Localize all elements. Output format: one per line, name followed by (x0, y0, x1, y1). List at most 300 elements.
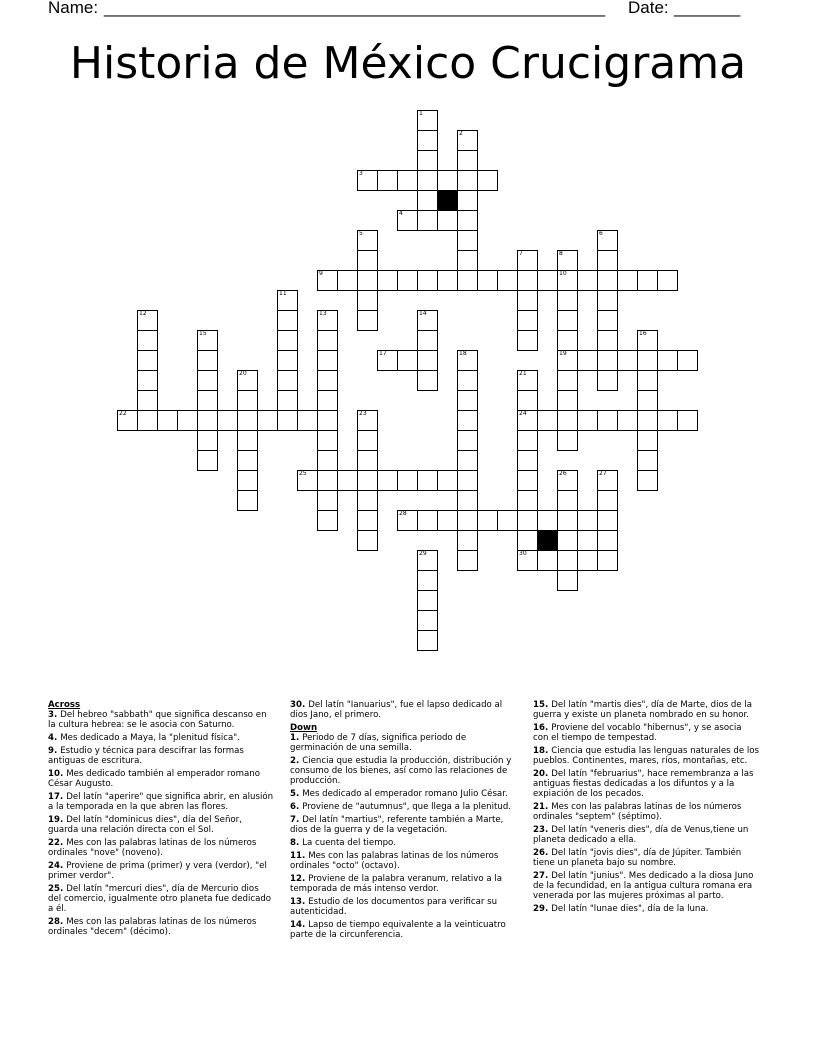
grid-cell[interactable] (457, 130, 478, 151)
across-clue (48, 710, 274, 730)
grid-cell[interactable] (657, 350, 678, 371)
grid-cell[interactable] (237, 410, 258, 431)
cell-number: 13 (319, 310, 327, 317)
grid-cell[interactable] (477, 510, 498, 531)
clue-number: 15. (533, 700, 549, 710)
grid-cell[interactable] (457, 550, 478, 571)
clue-text: Mes con las palabras latinas de los números ordinales "septem" (séptimo). (533, 802, 742, 822)
grid-cell[interactable] (317, 470, 338, 491)
grid-cell[interactable] (417, 570, 438, 591)
grid-cell[interactable] (497, 510, 518, 531)
grid-cell[interactable] (517, 290, 538, 311)
cell-number: 27 (599, 470, 607, 477)
grid-cell[interactable] (577, 550, 598, 571)
grid-cell[interactable] (557, 390, 578, 411)
grid-cell[interactable] (417, 630, 438, 651)
clue-text: Del latín "jovis dies", día de Júpiter. También tiene un planeta bajo su nombre. (533, 848, 742, 868)
clue-text: Del hebreo "sabbath" que significa descanso en la cultura hebrea: se le asocia con Saturno. (48, 710, 267, 730)
grid-cell[interactable] (457, 250, 478, 271)
across-clue (48, 746, 274, 766)
clue-number: 5. (290, 789, 300, 799)
grid-cell[interactable] (557, 370, 578, 391)
across-clue-list (48, 710, 274, 937)
cell-number: 9 (319, 270, 323, 277)
grid-cell[interactable] (517, 530, 538, 551)
grid-cell[interactable] (357, 230, 378, 251)
grid-cell[interactable] (497, 270, 518, 291)
grid-cell[interactable] (197, 410, 218, 431)
grid-cell[interactable] (417, 190, 438, 211)
grid-cell[interactable] (157, 410, 178, 431)
grid-cell[interactable] (377, 270, 398, 291)
grid-cell[interactable] (597, 270, 618, 291)
cell-number: 24 (519, 410, 527, 417)
grid-cell[interactable] (357, 290, 378, 311)
grid-cell[interactable] (197, 350, 218, 371)
clue-text: Del latín "martis dies", día de Marte, dios de la guerra y existe un planeta nombrado en su honor. (533, 700, 753, 720)
grid-cell[interactable] (277, 410, 298, 431)
grid-cell[interactable] (417, 170, 438, 191)
grid-cell[interactable] (277, 290, 298, 311)
grid-cell[interactable] (457, 430, 478, 451)
grid-cell[interactable] (537, 550, 558, 571)
grid-cell[interactable] (577, 410, 598, 431)
grid-cell[interactable] (517, 510, 538, 531)
grid-cell[interactable] (297, 410, 318, 431)
grid-cell[interactable] (177, 410, 198, 431)
grid-cell[interactable] (517, 270, 538, 291)
grid-cell[interactable] (417, 110, 438, 131)
grid-cell[interactable] (557, 250, 578, 271)
grid-cell[interactable] (137, 370, 158, 391)
grid-cell[interactable] (317, 410, 338, 431)
grid-cell[interactable] (557, 570, 578, 591)
grid-cell[interactable] (197, 430, 218, 451)
grid-cell[interactable] (457, 350, 478, 371)
clue-number: 18. (533, 746, 549, 756)
grid-cell[interactable] (557, 410, 578, 431)
grid-cell[interactable] (637, 450, 658, 471)
clue-number: 20. (533, 769, 549, 779)
grid-cell[interactable] (517, 330, 538, 351)
cell-number: 3 (359, 170, 363, 177)
grid-cell[interactable] (517, 390, 538, 411)
grid-cell[interactable] (297, 470, 318, 491)
clue-number: 19. (48, 815, 64, 825)
grid-cell[interactable] (417, 590, 438, 611)
clue-number: 11. (290, 851, 306, 861)
grid-cell[interactable] (597, 370, 618, 391)
grid-cell[interactable] (437, 510, 458, 531)
grid-cell[interactable] (417, 550, 438, 571)
grid-cell[interactable] (517, 310, 538, 331)
cell-number: 10 (559, 270, 567, 277)
grid-cell[interactable] (397, 470, 418, 491)
grid-cell[interactable] (557, 530, 578, 551)
cell-number: 21 (519, 370, 527, 377)
clue-text: Mes dedicado también al emperador romano César Augusto. (48, 769, 260, 789)
across-clue (48, 917, 274, 937)
down-clue (290, 874, 516, 894)
cell-number: 19 (559, 350, 567, 357)
grid-cell[interactable] (237, 490, 258, 511)
cell-number: 22 (119, 410, 127, 417)
grid-cell[interactable] (457, 210, 478, 231)
grid-cell[interactable] (457, 370, 478, 391)
grid-cell[interactable] (517, 450, 538, 471)
grid-cell[interactable] (617, 270, 638, 291)
grid-cell[interactable] (377, 170, 398, 191)
blocked-cell (437, 190, 458, 211)
down-clue (290, 920, 516, 940)
grid-cell[interactable] (417, 310, 438, 331)
grid-cell[interactable] (357, 450, 378, 471)
grid-cell[interactable] (197, 370, 218, 391)
grid-cell[interactable] (317, 430, 338, 451)
clue-text: Mes dedicado a Maya, la "plenitud física". (60, 733, 240, 743)
grid-cell[interactable] (517, 430, 538, 451)
grid-cell[interactable] (357, 270, 378, 291)
grid-cell[interactable] (237, 430, 258, 451)
down-clue-list-continued (533, 700, 759, 914)
grid-cell[interactable] (537, 270, 558, 291)
cell-number: 20 (239, 370, 247, 377)
grid-cell[interactable] (357, 250, 378, 271)
grid-cell[interactable] (337, 470, 358, 491)
clue-number: 27. (533, 871, 549, 881)
grid-cell[interactable] (377, 350, 398, 371)
cell-number: 7 (519, 250, 523, 257)
clue-number: 22. (48, 838, 64, 848)
grid-cell[interactable] (137, 390, 158, 411)
grid-cell[interactable] (537, 510, 558, 531)
grid-cell[interactable] (437, 210, 458, 231)
down-clue (533, 802, 759, 822)
clue-text: La cuenta del tiempo. (302, 838, 396, 848)
grid-cell[interactable] (657, 410, 678, 431)
grid-cell[interactable] (437, 270, 458, 291)
date-field[interactable]: _______ (674, 0, 741, 17)
grid-cell[interactable] (597, 230, 618, 251)
grid-cell[interactable] (597, 250, 618, 271)
grid-cell[interactable] (457, 530, 478, 551)
clue-text: Estudio de los documentos para verificar su autenticidad. (290, 897, 498, 917)
grid-cell[interactable] (637, 430, 658, 451)
cell-number: 29 (419, 550, 427, 557)
clue-number: 9. (48, 746, 58, 756)
clue-text: Del latín "aperire" que significa abrir, en alusión a la temporada en la que abren las flores. (48, 792, 274, 812)
down-clue (533, 769, 759, 799)
grid-cell[interactable] (457, 490, 478, 511)
grid-cell[interactable] (357, 310, 378, 331)
grid-cell[interactable] (277, 310, 298, 331)
grid-cell[interactable] (357, 470, 378, 491)
cell-number: 25 (299, 470, 307, 477)
grid-cell[interactable] (277, 350, 298, 371)
grid-cell[interactable] (397, 350, 418, 371)
grid-cell[interactable] (617, 410, 638, 431)
name-label: Name: (48, 0, 99, 17)
clue-number: 7. (290, 815, 300, 825)
grid-cell[interactable] (457, 190, 478, 211)
clue-text: Mes dedicado al emperador romano Julio César. (302, 789, 508, 799)
clue-number: 28. (48, 917, 64, 927)
cell-number: 14 (419, 310, 427, 317)
cell-number: 12 (139, 310, 147, 317)
down-clue (290, 815, 516, 835)
grid-cell[interactable] (557, 550, 578, 571)
grid-cell[interactable] (397, 270, 418, 291)
grid-cell[interactable] (417, 350, 438, 371)
clue-text: Del latín "Ianuarius", fue el lapso dedicado al dios Jano, el primero. (290, 700, 503, 720)
grid-cell[interactable] (597, 510, 618, 531)
clue-number: 26. (533, 848, 549, 858)
grid-cell[interactable] (457, 230, 478, 251)
clue-number: 2. (290, 756, 300, 766)
grid-cell[interactable] (557, 270, 578, 291)
grid-cell[interactable] (357, 410, 378, 431)
grid-cell[interactable] (557, 490, 578, 511)
grid-cell[interactable] (457, 450, 478, 471)
grid-cell[interactable] (577, 350, 598, 371)
grid-cell[interactable] (517, 550, 538, 571)
cell-number: 8 (559, 250, 563, 257)
grid-cell[interactable] (317, 390, 338, 411)
grid-cell[interactable] (417, 610, 438, 631)
grid-cell[interactable] (417, 270, 438, 291)
grid-cell[interactable] (317, 370, 338, 391)
down-clue (533, 746, 759, 766)
grid-cell[interactable] (197, 390, 218, 411)
clue-number: 25. (48, 884, 64, 894)
down-clue (533, 904, 759, 914)
clue-number: 14. (290, 920, 306, 930)
clue-number: 30. (290, 700, 306, 710)
grid-cell[interactable] (597, 350, 618, 371)
down-clue (290, 802, 516, 812)
grid-cell[interactable] (397, 170, 418, 191)
grid-cell[interactable] (597, 490, 618, 511)
grid-cell[interactable] (277, 370, 298, 391)
grid-cell[interactable] (417, 150, 438, 171)
across-clue (48, 861, 274, 881)
grid-cell[interactable] (317, 490, 338, 511)
clue-text: Del latín "martius", referente también a Marte, dios de la guerra y de la vegetación. (290, 815, 504, 835)
clue-text: Del latín "dominicus dies", día del Señor, guarda una relación directa con el Sol. (48, 815, 242, 835)
clue-number: 16. (533, 723, 549, 733)
clue-text: Del latín "veneris dies", día de Venus,tiene un planeta dedicado a ella. (533, 825, 749, 845)
clue-text: Periodo de 7 días, significa periodo de germinación de una semilla. (290, 733, 467, 753)
clue-number: 17. (48, 792, 64, 802)
grid-cell[interactable] (217, 410, 238, 431)
grid-cell[interactable] (417, 210, 438, 231)
grid-cell[interactable] (417, 370, 438, 391)
name-field[interactable]: _____________________________________________________ (104, 0, 606, 17)
down-clue (533, 871, 759, 901)
across-heading: Across (48, 700, 81, 710)
clues-column-2 (290, 700, 516, 943)
clue-text: Del latín "mercuri dies", día de Mercurio dios del comercio, igualmente otro planeta fue dedicado a él. (48, 884, 272, 914)
grid-cell[interactable] (557, 510, 578, 531)
clue-number: 12. (290, 874, 306, 884)
cell-number: 23 (359, 410, 367, 417)
clue-text: Mes con las palabras latinas de los números ordinales "nove" (noveno). (48, 838, 257, 858)
across-clue (48, 815, 274, 835)
grid-cell[interactable] (317, 510, 338, 531)
grid-cell[interactable] (417, 330, 438, 351)
clue-text: Del latín "lunae dies", día de la luna. (551, 904, 709, 914)
grid-cell[interactable] (457, 410, 478, 431)
down-clue (290, 851, 516, 871)
cell-number: 30 (519, 550, 527, 557)
grid-cell[interactable] (137, 350, 158, 371)
grid-cell[interactable] (437, 170, 458, 191)
grid-cell[interactable] (597, 470, 618, 491)
grid-cell[interactable] (597, 290, 618, 311)
grid-cell[interactable] (517, 370, 538, 391)
cell-number: 17 (379, 350, 387, 357)
grid-cell[interactable] (457, 390, 478, 411)
grid-cell[interactable] (197, 450, 218, 471)
clue-number: 1. (290, 733, 300, 743)
grid-cell[interactable] (457, 270, 478, 291)
grid-cell[interactable] (317, 310, 338, 331)
across-clue (48, 838, 274, 858)
grid-cell[interactable] (197, 330, 218, 351)
grid-cell[interactable] (517, 470, 538, 491)
across-clue (48, 884, 274, 914)
grid-cell[interactable] (437, 470, 458, 491)
grid-cell[interactable] (517, 410, 538, 431)
cell-number: 5 (359, 230, 363, 237)
grid-cell[interactable] (597, 410, 618, 431)
grid-cell[interactable] (657, 270, 678, 291)
grid-cell[interactable] (557, 290, 578, 311)
clues-column-1 (48, 700, 274, 940)
across-clue (48, 733, 274, 743)
grid-cell[interactable] (277, 330, 298, 351)
grid-cell[interactable] (477, 270, 498, 291)
grid-cell[interactable] (357, 510, 378, 531)
grid-cell[interactable] (317, 270, 338, 291)
clue-number: 8. (290, 838, 300, 848)
grid-cell[interactable] (597, 310, 618, 331)
grid-cell[interactable] (637, 330, 658, 351)
cell-number: 26 (559, 470, 567, 477)
cell-number: 28 (399, 510, 407, 517)
grid-cell[interactable] (517, 490, 538, 511)
grid-cell[interactable] (637, 410, 658, 431)
grid-cell[interactable] (457, 150, 478, 171)
grid-cell[interactable] (637, 270, 658, 291)
grid-cell[interactable] (637, 350, 658, 371)
grid-cell[interactable] (637, 370, 658, 391)
across-clue-list-continued (290, 700, 516, 720)
grid-cell[interactable] (677, 350, 698, 371)
grid-cell[interactable] (237, 450, 258, 471)
grid-cell[interactable] (317, 350, 338, 371)
grid-cell[interactable] (377, 470, 398, 491)
clue-number: 21. (533, 802, 549, 812)
grid-cell[interactable] (317, 330, 338, 351)
clue-number: 6. (290, 802, 300, 812)
grid-cell[interactable] (257, 410, 278, 431)
clue-number: 10. (48, 769, 64, 779)
grid-cell[interactable] (357, 530, 378, 551)
cell-number: 15 (199, 330, 207, 337)
grid-cell[interactable] (357, 430, 378, 451)
grid-cell[interactable] (317, 450, 338, 471)
grid-cell[interactable] (557, 430, 578, 451)
grid-cell[interactable] (597, 550, 618, 571)
down-clue (290, 756, 516, 786)
down-clue (533, 848, 759, 868)
grid-cell[interactable] (457, 170, 478, 191)
grid-cell[interactable] (597, 530, 618, 551)
grid-cell[interactable] (237, 470, 258, 491)
grid-cell[interactable] (397, 510, 418, 531)
grid-cell[interactable] (557, 470, 578, 491)
grid-cell[interactable] (577, 270, 598, 291)
grid-cell[interactable] (417, 510, 438, 531)
clue-text: Ciencia que estudia la producción, distribución y consumo de los bienes, así como las relaciones de producción. (290, 756, 512, 786)
grid-cell[interactable] (557, 330, 578, 351)
grid-cell[interactable] (417, 470, 438, 491)
grid-cell[interactable] (417, 130, 438, 151)
clue-text: Proviene de la palabra veranum, relativo a la temporada de más intenso verdor. (290, 874, 502, 894)
grid-cell[interactable] (637, 390, 658, 411)
across-clue (48, 769, 274, 789)
grid-cell[interactable] (457, 470, 478, 491)
grid-cell[interactable] (277, 390, 298, 411)
date-label: Date: (628, 0, 669, 17)
grid-cell[interactable] (677, 410, 698, 431)
grid-cell[interactable] (137, 310, 158, 331)
grid-cell[interactable] (517, 250, 538, 271)
clue-text: Lapso de tiempo equivalente a la veinticuatro parte de la circunferencia. (290, 920, 506, 940)
grid-cell[interactable] (137, 330, 158, 351)
across-clue (48, 792, 274, 812)
grid-cell[interactable] (357, 170, 378, 191)
grid-cell[interactable] (357, 490, 378, 511)
clue-number: 13. (290, 897, 306, 907)
down-clue (533, 700, 759, 720)
grid-cell[interactable] (337, 270, 358, 291)
grid-cell[interactable] (117, 410, 138, 431)
cell-number: 11 (279, 290, 287, 297)
grid-cell[interactable] (597, 330, 618, 351)
grid-cell[interactable] (557, 350, 578, 371)
grid-cell[interactable] (637, 470, 658, 491)
grid-cell[interactable] (477, 170, 498, 191)
grid-cell[interactable] (557, 310, 578, 331)
grid-cell[interactable] (457, 510, 478, 531)
grid-cell[interactable] (237, 390, 258, 411)
cell-number: 1 (419, 110, 423, 117)
clue-text: Ciencia que estudia las lenguas naturales de los pueblos. Continentes, mares, ríos, montañas, etc. (533, 746, 759, 766)
grid-cell[interactable] (237, 370, 258, 391)
grid-cell[interactable] (137, 410, 158, 431)
clue-number: 4. (48, 733, 58, 743)
clue-text: Mes con las palabras latinas de los números ordinales "octo" (octavo). (290, 851, 499, 871)
cell-number: 2 (459, 130, 463, 137)
across-clue (290, 700, 516, 720)
grid-cell[interactable] (577, 510, 598, 531)
cell-number: 18 (459, 350, 467, 357)
grid-cell[interactable] (537, 410, 558, 431)
grid-cell[interactable] (617, 350, 638, 371)
grid-cell[interactable] (397, 210, 418, 231)
